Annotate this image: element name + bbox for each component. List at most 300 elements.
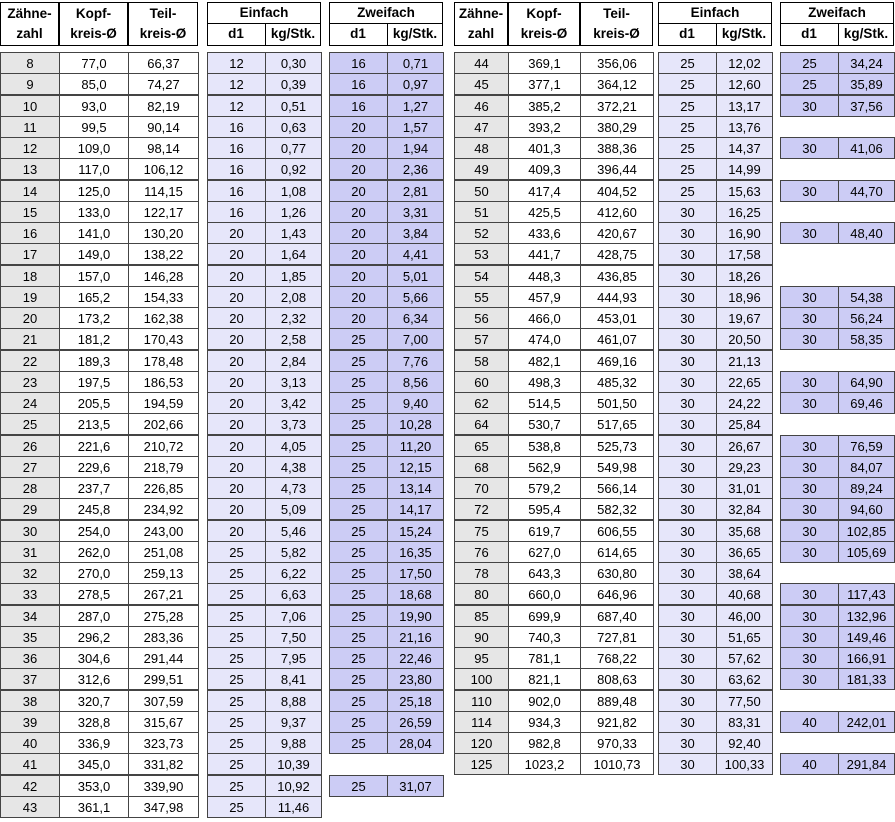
- cell-teilkreis: 453,01: [580, 307, 654, 329]
- cell-kopfkreis: 149,0: [59, 243, 129, 265]
- cell-zaehnezahl: 21: [0, 328, 60, 350]
- cell-einfach-kg: 100,33: [716, 753, 773, 775]
- cell-zaehnezahl: 125: [454, 753, 509, 775]
- cell-kopfkreis: 117,0: [59, 158, 129, 180]
- header-zaehnezahl-line1: Zähne-: [458, 6, 504, 21]
- cell-zweifach-d1: 30: [780, 498, 839, 520]
- cell-zaehnezahl: 23: [0, 371, 60, 393]
- header-einfach-right: Einfach: [690, 5, 740, 20]
- cell-zweifach-kg: 17,50: [387, 562, 444, 584]
- cell-einfach-kg: 92,40: [716, 732, 773, 754]
- cell-kopfkreis: 181,2: [59, 328, 129, 350]
- cell-einfach-d1: 30: [658, 350, 717, 372]
- cell-zweifach-d1: 25: [329, 477, 388, 499]
- cell-zweifach-kg: 102,85: [838, 520, 895, 542]
- cell-einfach-kg: 10,39: [265, 753, 322, 775]
- cell-teilkreis: 921,82: [580, 711, 654, 733]
- cell-einfach-kg: 19,67: [716, 307, 773, 329]
- cell-zweifach-kg: 149,46: [838, 626, 895, 648]
- cell-einfach-kg: 5,09: [265, 498, 322, 520]
- cell-einfach-kg: 9,88: [265, 732, 322, 754]
- cell-einfach-kg: 13,17: [716, 95, 773, 117]
- cell-einfach-kg: 3,13: [265, 371, 322, 393]
- cell-zweifach-kg: 11,20: [387, 435, 444, 457]
- cell-teilkreis: 307,59: [128, 690, 199, 712]
- header-zweifach-kg-left: kg/Stk.: [392, 26, 438, 41]
- cell-einfach-d1: 20: [207, 413, 266, 435]
- cell-einfach-d1: 25: [207, 562, 266, 584]
- cell-zaehnezahl: 110: [454, 690, 509, 712]
- cell-zweifach-kg: 0,71: [387, 52, 444, 74]
- cell-zweifach-kg: 291,84: [838, 753, 895, 775]
- cell-zweifach-kg: 7,00: [387, 328, 444, 350]
- cell-zweifach-kg: 21,16: [387, 626, 444, 648]
- cell-einfach-kg: 57,62: [716, 647, 773, 669]
- cell-zweifach-d1: 30: [780, 328, 839, 350]
- cell-einfach-d1: 20: [207, 350, 266, 372]
- cell-zweifach-kg: 4,41: [387, 243, 444, 265]
- cell-einfach-d1: 30: [658, 605, 717, 627]
- cell-teilkreis: 202,66: [128, 413, 199, 435]
- header-kopfkreis-label-right: [508, 4, 580, 44]
- cell-kopfkreis: 328,8: [59, 711, 129, 733]
- header-zaehnezahl-label-left: [0, 4, 59, 44]
- cell-zaehnezahl: 55: [454, 286, 509, 308]
- cell-zaehnezahl: 30: [0, 520, 60, 542]
- cell-kopfkreis: 466,0: [508, 307, 581, 329]
- header-zaehnezahl-label-right: [454, 4, 508, 44]
- cell-teilkreis: 582,32: [580, 498, 654, 520]
- cell-einfach-kg: 16,90: [716, 222, 773, 244]
- cell-zaehnezahl: 49: [454, 158, 509, 180]
- cell-einfach-kg: 12,60: [716, 73, 773, 95]
- cell-teilkreis: 146,28: [128, 265, 199, 287]
- cell-einfach-d1: 30: [658, 498, 717, 520]
- cell-zaehnezahl: 17: [0, 243, 60, 265]
- cell-einfach-kg: 22,65: [716, 371, 773, 393]
- cell-einfach-kg: 7,50: [265, 626, 322, 648]
- cell-zaehnezahl: 90: [454, 626, 509, 648]
- cell-einfach-kg: 7,95: [265, 647, 322, 669]
- cell-zaehnezahl: 62: [454, 392, 509, 414]
- cell-einfach-kg: 1,08: [265, 180, 322, 202]
- cell-zaehnezahl: 57: [454, 328, 509, 350]
- cell-zaehnezahl: 72: [454, 498, 509, 520]
- header-teilkreis-label-right: [580, 4, 653, 44]
- header-einfach-kg-right: kg/Stk.: [721, 26, 767, 41]
- cell-zweifach-d1: 25: [329, 668, 388, 690]
- cell-zaehnezahl: 39: [0, 711, 60, 733]
- cell-einfach-kg: 1,64: [265, 243, 322, 265]
- cell-einfach-kg: 21,13: [716, 350, 773, 372]
- cell-teilkreis: 162,38: [128, 307, 199, 329]
- cell-einfach-kg: 29,23: [716, 456, 773, 478]
- cell-zaehnezahl: 52: [454, 222, 509, 244]
- cell-zweifach-d1: 20: [329, 137, 388, 159]
- cell-einfach-d1: 25: [658, 137, 717, 159]
- cell-teilkreis: 970,33: [580, 732, 654, 754]
- cell-zaehnezahl: 70: [454, 477, 509, 499]
- cell-einfach-d1: 30: [658, 520, 717, 542]
- cell-zweifach-d1: 16: [329, 95, 388, 117]
- cell-kopfkreis: 781,1: [508, 647, 581, 669]
- cell-einfach-kg: 3,73: [265, 413, 322, 435]
- cell-zaehnezahl: 36: [0, 647, 60, 669]
- cell-zweifach-d1: 40: [780, 753, 839, 775]
- cell-zweifach-d1: 25: [329, 541, 388, 563]
- cell-zweifach-kg: 64,90: [838, 371, 895, 393]
- cell-einfach-d1: 20: [207, 286, 266, 308]
- cell-zweifach-d1: 40: [780, 711, 839, 733]
- cell-einfach-kg: 0,63: [265, 116, 322, 138]
- cell-einfach-kg: 38,64: [716, 562, 773, 584]
- cell-einfach-d1: 30: [658, 328, 717, 350]
- cell-kopfkreis: 660,0: [508, 583, 581, 605]
- cell-teilkreis: 299,51: [128, 668, 199, 690]
- cell-zweifach-d1: 30: [780, 605, 839, 627]
- cell-zweifach-kg: 44,70: [838, 180, 895, 202]
- cell-einfach-d1: 25: [207, 605, 266, 627]
- cell-zaehnezahl: 68: [454, 456, 509, 478]
- cell-einfach-kg: 13,76: [716, 116, 773, 138]
- cell-kopfkreis: 699,9: [508, 605, 581, 627]
- cell-zweifach-kg: 16,35: [387, 541, 444, 563]
- cell-zaehnezahl: 20: [0, 307, 60, 329]
- cell-einfach-kg: 11,46: [265, 796, 322, 818]
- cell-einfach-d1: 16: [207, 116, 266, 138]
- cell-zaehnezahl: 15: [0, 201, 60, 223]
- cell-zaehnezahl: 41: [0, 753, 60, 775]
- cell-teilkreis: 461,07: [580, 328, 654, 350]
- cell-zweifach-kg: 14,17: [387, 498, 444, 520]
- cell-zaehnezahl: 18: [0, 265, 60, 287]
- cell-einfach-d1: 25: [658, 73, 717, 95]
- cell-zweifach-d1: 25: [329, 392, 388, 414]
- cell-kopfkreis: 474,0: [508, 328, 581, 350]
- cell-einfach-d1: 25: [658, 95, 717, 117]
- cell-zaehnezahl: 95: [454, 647, 509, 669]
- cell-zweifach-d1: 25: [329, 413, 388, 435]
- cell-zweifach-kg: 12,15: [387, 456, 444, 478]
- cell-teilkreis: 436,85: [580, 265, 654, 287]
- cell-zweifach-d1: 30: [780, 435, 839, 457]
- header-zaehnezahl-line2: zahl: [16, 26, 43, 41]
- cell-einfach-kg: 0,92: [265, 158, 322, 180]
- cell-zweifach-d1: 30: [780, 307, 839, 329]
- cell-zweifach-kg: 242,01: [838, 711, 895, 733]
- cell-teilkreis: 396,44: [580, 158, 654, 180]
- cell-zaehnezahl: 58: [454, 350, 509, 372]
- cell-teilkreis: 259,13: [128, 562, 199, 584]
- cell-einfach-d1: 25: [207, 690, 266, 712]
- cell-zaehnezahl: 48: [454, 137, 509, 159]
- cell-kopfkreis: 287,0: [59, 605, 129, 627]
- cell-einfach-kg: 1,85: [265, 265, 322, 287]
- cell-einfach-d1: 20: [207, 222, 266, 244]
- header-teilkreis-label-left: [128, 4, 198, 44]
- cell-teilkreis: 82,19: [128, 95, 199, 117]
- cell-zaehnezahl: 60: [454, 371, 509, 393]
- cell-teilkreis: 517,65: [580, 413, 654, 435]
- header-zaehnezahl-line1: Zähne-: [7, 6, 52, 21]
- header-einfach-left: Einfach: [239, 5, 289, 20]
- cell-einfach-kg: 5,82: [265, 541, 322, 563]
- cell-teilkreis: 347,98: [128, 796, 199, 818]
- cell-kopfkreis: 157,0: [59, 265, 129, 287]
- cell-teilkreis: 331,82: [128, 753, 199, 775]
- cell-zweifach-kg: 8,56: [387, 371, 444, 393]
- cell-teilkreis: 687,40: [580, 605, 654, 627]
- cell-einfach-d1: 25: [207, 668, 266, 690]
- cell-kopfkreis: 270,0: [59, 562, 129, 584]
- cell-einfach-d1: 20: [207, 477, 266, 499]
- cell-zweifach-d1: 25: [329, 498, 388, 520]
- cell-einfach-d1: 25: [207, 583, 266, 605]
- header-kopfkreis-line2: kreis-Ø: [70, 26, 117, 41]
- cell-kopfkreis: 934,3: [508, 711, 581, 733]
- cell-einfach-kg: 20,50: [716, 328, 773, 350]
- cell-teilkreis: 226,85: [128, 477, 199, 499]
- header-kopfkreis-label-left: [59, 4, 128, 44]
- cell-kopfkreis: 345,0: [59, 753, 129, 775]
- cell-einfach-kg: 26,67: [716, 435, 773, 457]
- cell-kopfkreis: 85,0: [59, 73, 129, 95]
- cell-kopfkreis: 77,0: [59, 52, 129, 74]
- cell-kopfkreis: 254,0: [59, 520, 129, 542]
- cell-kopfkreis: 304,6: [59, 647, 129, 669]
- cell-kopfkreis: 627,0: [508, 541, 581, 563]
- cell-einfach-d1: 30: [658, 477, 717, 499]
- cell-einfach-d1: 20: [207, 307, 266, 329]
- cell-kopfkreis: 393,2: [508, 116, 581, 138]
- cell-zaehnezahl: 50: [454, 180, 509, 202]
- header-einfach-d1-left: d1: [228, 26, 244, 41]
- cell-zweifach-kg: 22,46: [387, 647, 444, 669]
- cell-kopfkreis: 409,3: [508, 158, 581, 180]
- cell-teilkreis: 122,17: [128, 201, 199, 223]
- cell-einfach-d1: 12: [207, 95, 266, 117]
- cell-zweifach-d1: 25: [329, 626, 388, 648]
- cell-zweifach-kg: 1,94: [387, 137, 444, 159]
- cell-zweifach-d1: 25: [329, 690, 388, 712]
- cell-kopfkreis: 377,1: [508, 73, 581, 95]
- cell-zweifach-kg: 7,76: [387, 350, 444, 372]
- cell-zaehnezahl: 28: [0, 477, 60, 499]
- cell-zaehnezahl: 33: [0, 583, 60, 605]
- cell-zaehnezahl: 27: [0, 456, 60, 478]
- cell-einfach-d1: 25: [658, 52, 717, 74]
- cell-teilkreis: 606,55: [580, 520, 654, 542]
- cell-kopfkreis: 221,6: [59, 435, 129, 457]
- cell-einfach-kg: 5,46: [265, 520, 322, 542]
- cell-zweifach-kg: 2,36: [387, 158, 444, 180]
- cell-zaehnezahl: 29: [0, 498, 60, 520]
- cell-zweifach-kg: 41,06: [838, 137, 895, 159]
- cell-einfach-d1: 25: [207, 753, 266, 775]
- cell-kopfkreis: 213,5: [59, 413, 129, 435]
- cell-einfach-d1: 25: [207, 732, 266, 754]
- cell-teilkreis: 210,72: [128, 435, 199, 457]
- cell-kopfkreis: 1023,2: [508, 753, 581, 775]
- cell-zaehnezahl: 65: [454, 435, 509, 457]
- cell-zaehnezahl: 24: [0, 392, 60, 414]
- cell-zweifach-d1: 25: [329, 562, 388, 584]
- cell-teilkreis: 74,27: [128, 73, 199, 95]
- cell-einfach-d1: 30: [658, 690, 717, 712]
- cell-einfach-kg: 17,58: [716, 243, 773, 265]
- cell-zweifach-kg: 166,91: [838, 647, 895, 669]
- cell-zweifach-d1: 30: [780, 583, 839, 605]
- header-zweifach-right: Zweifach: [808, 5, 866, 20]
- cell-teilkreis: 194,59: [128, 392, 199, 414]
- cell-einfach-d1: 30: [658, 371, 717, 393]
- cell-zweifach-kg: 28,04: [387, 732, 444, 754]
- cell-teilkreis: 323,73: [128, 732, 199, 754]
- cell-kopfkreis: 821,1: [508, 668, 581, 690]
- cell-einfach-kg: 46,00: [716, 605, 773, 627]
- cell-teilkreis: 90,14: [128, 116, 199, 138]
- cell-kopfkreis: 312,6: [59, 668, 129, 690]
- cell-teilkreis: 404,52: [580, 180, 654, 202]
- cell-zweifach-d1: 30: [780, 392, 839, 414]
- header-kopfkreis-line1: Kopf-: [75, 6, 112, 21]
- cell-zaehnezahl: 8: [0, 52, 60, 74]
- cell-einfach-d1: 20: [207, 392, 266, 414]
- cell-zaehnezahl: 100: [454, 668, 509, 690]
- cell-zweifach-d1: 20: [329, 307, 388, 329]
- cell-einfach-kg: 25,84: [716, 413, 773, 435]
- cell-zweifach-d1: 20: [329, 286, 388, 308]
- cell-kopfkreis: 165,2: [59, 286, 129, 308]
- cell-einfach-kg: 6,22: [265, 562, 322, 584]
- cell-zweifach-d1: 16: [329, 73, 388, 95]
- header-zweifach-left: Zweifach: [357, 5, 415, 20]
- cell-einfach-kg: 3,42: [265, 392, 322, 414]
- cell-teilkreis: 154,33: [128, 286, 199, 308]
- cell-zweifach-d1: 30: [780, 137, 839, 159]
- header-einfach-d1-right: d1: [679, 26, 695, 41]
- cell-kopfkreis: 141,0: [59, 222, 129, 244]
- cell-zaehnezahl: 9: [0, 73, 60, 95]
- header-zaehnezahl-line2: zahl: [467, 26, 495, 41]
- cell-einfach-d1: 30: [658, 201, 717, 223]
- cell-einfach-d1: 12: [207, 52, 266, 74]
- cell-zweifach-kg: 23,80: [387, 668, 444, 690]
- cell-einfach-d1: 30: [658, 541, 717, 563]
- cell-teilkreis: 485,32: [580, 371, 654, 393]
- cell-zweifach-d1: 30: [780, 456, 839, 478]
- cell-zweifach-d1: 25: [329, 435, 388, 457]
- cell-zaehnezahl: 35: [0, 626, 60, 648]
- cell-zweifach-kg: 5,66: [387, 286, 444, 308]
- cell-teilkreis: 525,73: [580, 435, 654, 457]
- cell-teilkreis: 234,92: [128, 498, 199, 520]
- cell-kopfkreis: 562,9: [508, 456, 581, 478]
- cell-einfach-d1: 30: [658, 562, 717, 584]
- cell-zweifach-d1: 25: [329, 456, 388, 478]
- cell-einfach-d1: 20: [207, 498, 266, 520]
- cell-kopfkreis: 740,3: [508, 626, 581, 648]
- cell-zweifach-d1: 30: [780, 520, 839, 542]
- cell-einfach-d1: 20: [207, 243, 266, 265]
- cell-zweifach-d1: 20: [329, 222, 388, 244]
- cell-zaehnezahl: 34: [0, 605, 60, 627]
- cell-zweifach-d1: 30: [780, 286, 839, 308]
- cell-zweifach-kg: 13,14: [387, 477, 444, 499]
- cell-teilkreis: 114,15: [128, 180, 199, 202]
- cell-einfach-kg: 18,96: [716, 286, 773, 308]
- cell-kopfkreis: 619,7: [508, 520, 581, 542]
- cell-zweifach-d1: 30: [780, 222, 839, 244]
- header-kopfkreis-line2: kreis-Ø: [520, 26, 568, 41]
- cell-zaehnezahl: 51: [454, 201, 509, 223]
- cell-zaehnezahl: 54: [454, 265, 509, 287]
- cell-zweifach-kg: 5,01: [387, 265, 444, 287]
- cell-kopfkreis: 482,1: [508, 350, 581, 372]
- cell-teilkreis: 420,67: [580, 222, 654, 244]
- cell-zweifach-kg: 10,28: [387, 413, 444, 435]
- cell-einfach-d1: 25: [207, 775, 266, 797]
- cell-teilkreis: 444,93: [580, 286, 654, 308]
- cell-einfach-kg: 32,84: [716, 498, 773, 520]
- cell-einfach-d1: 30: [658, 286, 717, 308]
- cell-teilkreis: 1010,73: [580, 753, 654, 775]
- cell-kopfkreis: 205,5: [59, 392, 129, 414]
- cell-einfach-kg: 4,05: [265, 435, 322, 457]
- cell-einfach-d1: 30: [658, 265, 717, 287]
- cell-zweifach-d1: 25: [329, 775, 388, 797]
- cell-zweifach-kg: 132,96: [838, 605, 895, 627]
- cell-kopfkreis: 237,7: [59, 477, 129, 499]
- cell-teilkreis: 372,21: [580, 95, 654, 117]
- cell-kopfkreis: 229,6: [59, 456, 129, 478]
- cell-zweifach-d1: 20: [329, 116, 388, 138]
- cell-zweifach-d1: 25: [329, 371, 388, 393]
- cell-zaehnezahl: 80: [454, 583, 509, 605]
- cell-zweifach-kg: 84,07: [838, 456, 895, 478]
- cell-teilkreis: 614,65: [580, 541, 654, 563]
- cell-zweifach-kg: 181,33: [838, 668, 895, 690]
- cell-zaehnezahl: 47: [454, 116, 509, 138]
- cell-zweifach-d1: 25: [329, 350, 388, 372]
- cell-einfach-d1: 30: [658, 753, 717, 775]
- cell-zweifach-kg: 31,07: [387, 775, 444, 797]
- cell-zweifach-kg: 48,40: [838, 222, 895, 244]
- cell-teilkreis: 889,48: [580, 690, 654, 712]
- cell-zweifach-d1: 20: [329, 158, 388, 180]
- cell-teilkreis: 768,22: [580, 647, 654, 669]
- cell-kopfkreis: 109,0: [59, 137, 129, 159]
- cell-kopfkreis: 278,5: [59, 583, 129, 605]
- cell-teilkreis: 364,12: [580, 73, 654, 95]
- cell-zweifach-kg: 26,59: [387, 711, 444, 733]
- cell-zaehnezahl: 12: [0, 137, 60, 159]
- cell-einfach-d1: 30: [658, 732, 717, 754]
- cell-zweifach-d1: 25: [329, 605, 388, 627]
- cell-kopfkreis: 385,2: [508, 95, 581, 117]
- cell-einfach-kg: 31,01: [716, 477, 773, 499]
- cell-teilkreis: 186,53: [128, 371, 199, 393]
- cell-teilkreis: 808,63: [580, 668, 654, 690]
- cell-zweifach-d1: 30: [780, 626, 839, 648]
- cell-einfach-kg: 8,41: [265, 668, 322, 690]
- cell-zweifach-d1: 25: [780, 73, 839, 95]
- cell-zweifach-kg: 2,81: [387, 180, 444, 202]
- cell-einfach-kg: 0,51: [265, 95, 322, 117]
- cell-zweifach-kg: 9,40: [387, 392, 444, 414]
- cell-zaehnezahl: 42: [0, 775, 60, 797]
- cell-kopfkreis: 457,9: [508, 286, 581, 308]
